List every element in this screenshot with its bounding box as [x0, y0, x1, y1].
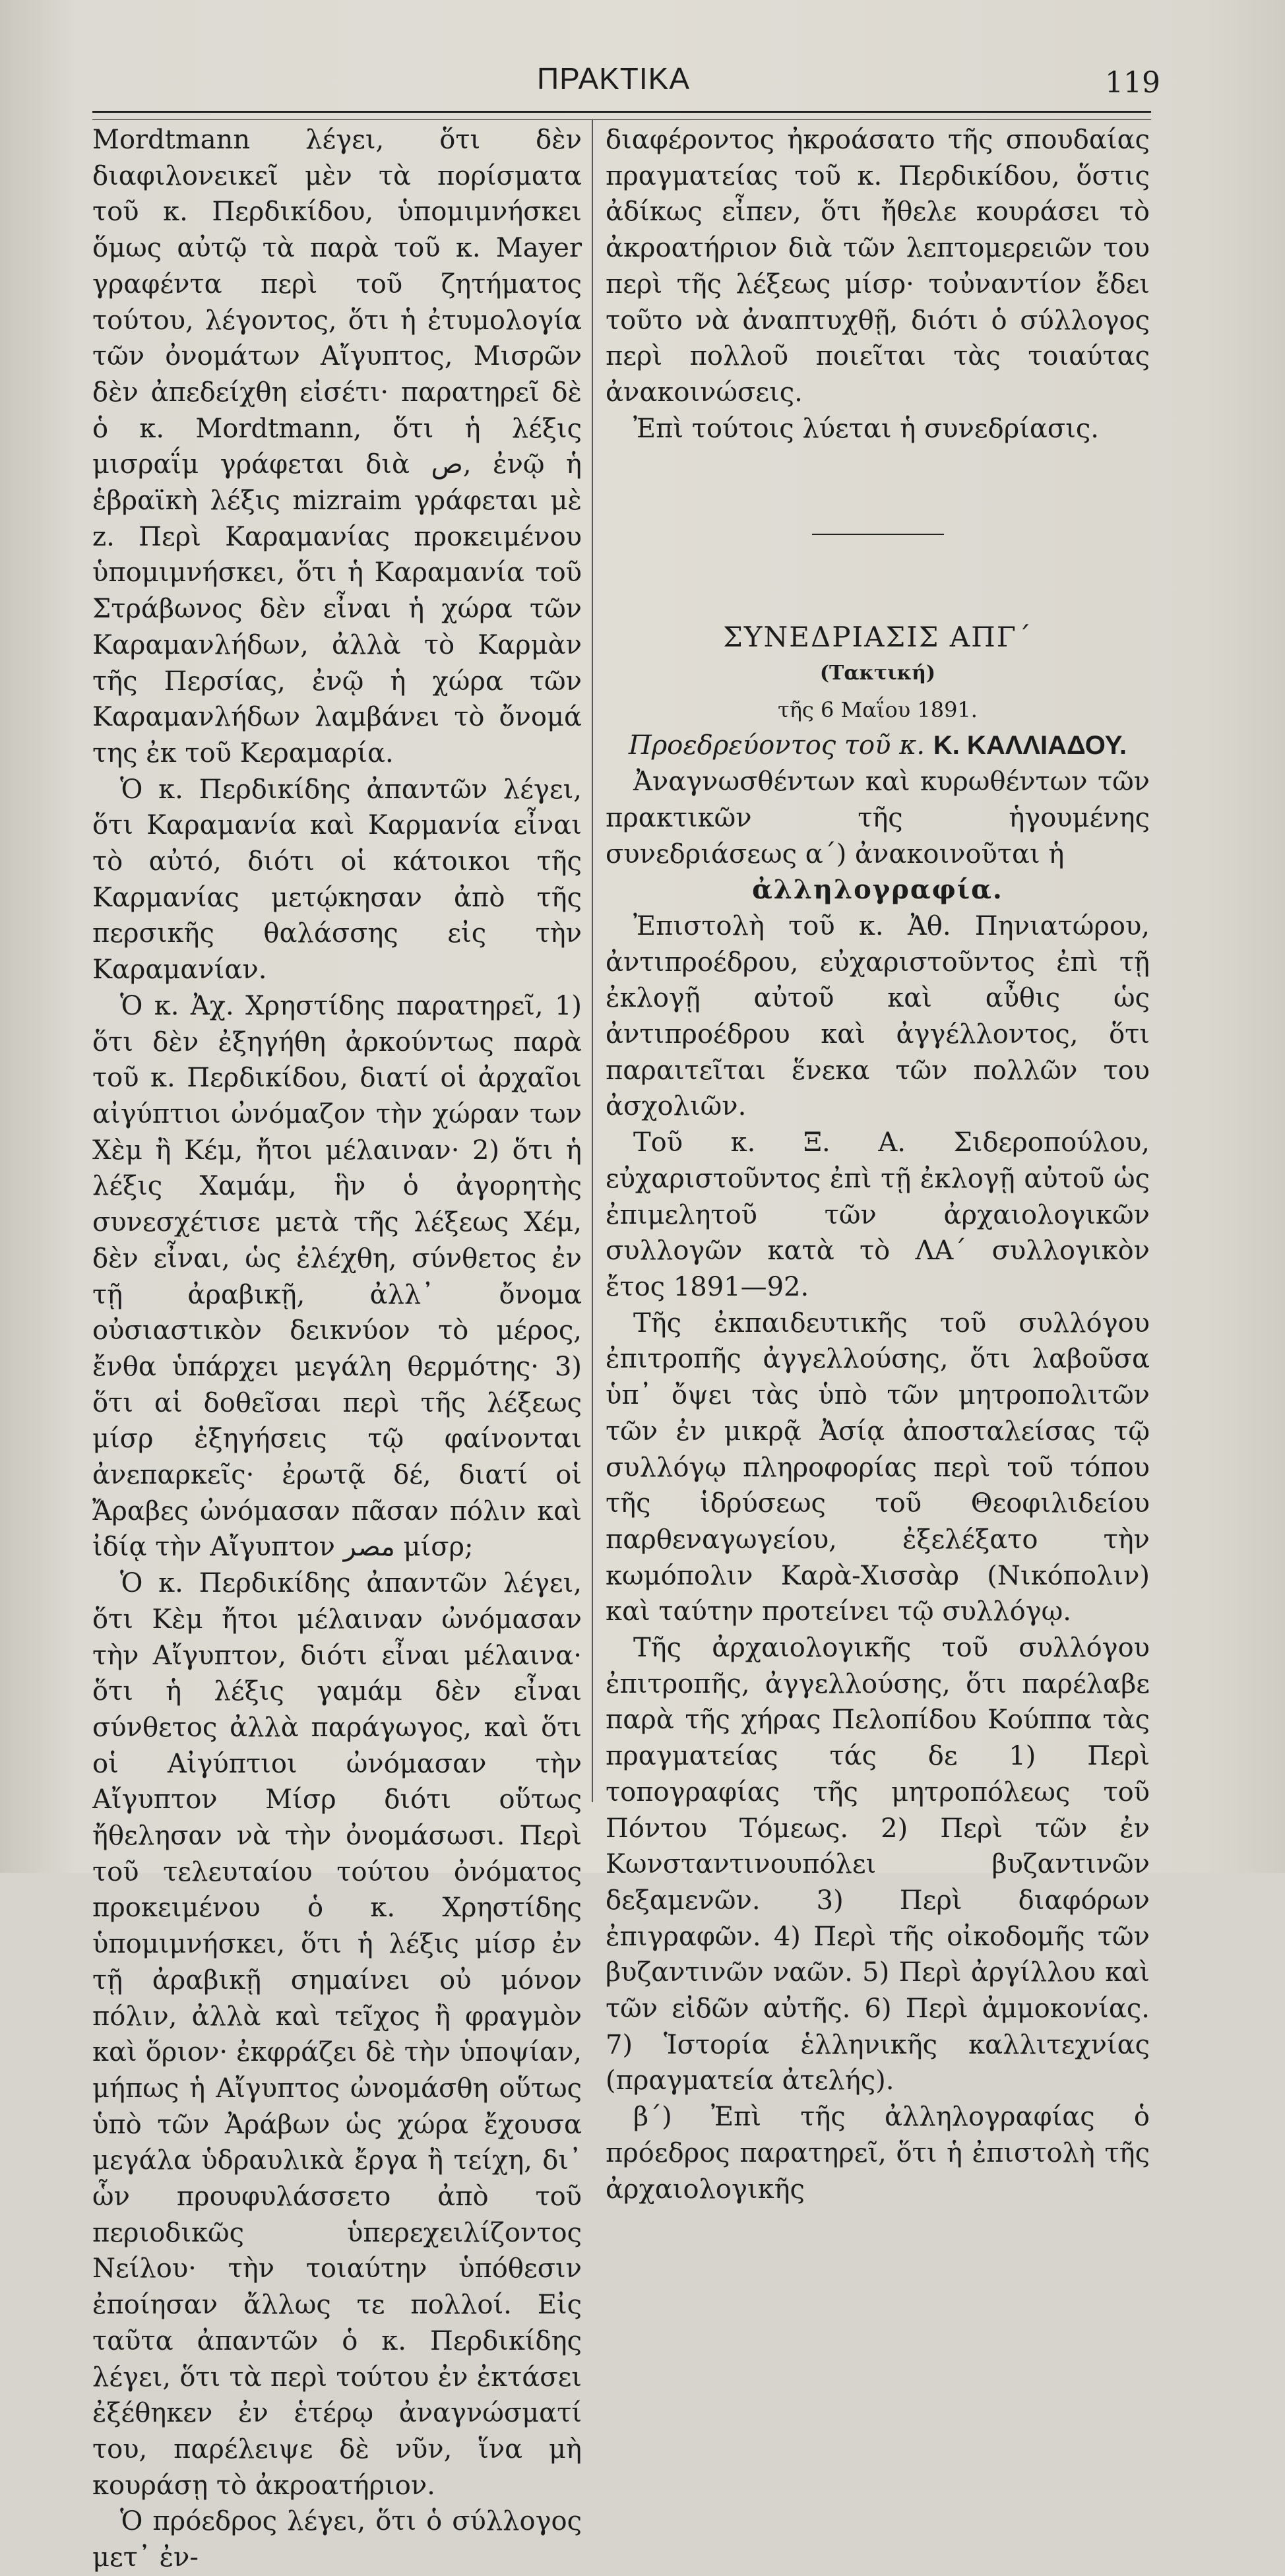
column-divider — [592, 120, 593, 1802]
session-type: (Τακτική) — [819, 662, 936, 685]
paragraph: Ὁ πρόεδρος λέγει, ὅτι ὁ σύλλογος μετ᾽ ἐν- — [92, 2506, 582, 2573]
session-heading: ΣΥΝΕΔΡΙΑΣΙΣ ΑΠΓ΄ — [723, 621, 1032, 654]
paragraph: Ὁ κ. Περδικίδης ἀπαντῶν λέγει, ὅτι Κὲμ ἤτοι μέλαιναν ὠνόμασαν τὴν Αἴγυπτον, διότι εἶναι μέλαινα· ὅτι ἡ λέξις γαμάμ δὲν εἶναι σύνθετος ἀλλὰ παράγωγος, καὶ ὅτι οἱ Αἰγύπτιοι ὠνόμασαν τὴν Αἴγυπτον Μίσρ διότι οὕτως ἤθελησαν νὰ τὴν ὀνομάσωσι. Περὶ τοῦ τελευταίου τούτου ὀνόματος προκειμένου ὁ κ. Χρηστίδης ὑπομιμνήσκει, ὅτι ἡ λέξις μίσρ ἐν τῇ ἀραβικῇ σημαίνει οὐ μόνον πόλιν, ἀλλὰ καὶ τεῖχος ἢ φραγμὸν καὶ ὅριον· ἐκφράζει δὲ τὴν ὑποψίαν, μήπως ἡ Αἴγυπτος ὠνομάσθη οὕτως ὑπὸ τῶν Ἀράβων ὡς χώρα ἔχουσα μεγάλα ὑδραυλικὰ ἔργα ἢ τείχη, δι᾽ ὧν προυφυλάσσετο ἀπὸ τοῦ περιοδικῶς ὑπερεχειλίζοντος Νείλου· τὴν τοιαύτην ὑπόθεσιν ἐποίησαν ἄλλως τε πολλοί. Εἰς ταῦτα ἀπαντῶν ὁ κ. Περδικίδης λέγει, ὅτι τὰ περὶ τούτου ἐν ἐκτάσει ἐξέθηκεν ἐν ἑτέρῳ ἀναγνώσματί του, παρέλειψε δὲ νῦν, ἵνα μὴ κουράσῃ τὸ ἀκροατήριον. — [92, 1568, 582, 2501]
header-rule — [92, 111, 1151, 120]
presiding-prefix: Προεδρεύοντος τοῦ κ. — [628, 730, 925, 761]
paragraph: Τῆς ἐκπαιδευτικῆς τοῦ συλλόγου ἐπιτροπῆς ἀγγελλούσης, ὅτι λαβοῦσα ὑπ᾽ ὄψει τὰς ὑπὸ τῶν μητροπολιτῶν τῶν ἐν μικρᾷ Ἀσίᾳ ἀποσταλείσας τῷ συλλόγῳ πληροφορίας περὶ τοῦ τόπου τῆς ἱδρύσεως τοῦ Θεοφιλιδείου παρθεναγωγείου, ἐξελέξατο τὴν κωμόπολιν Καρὰ-Χισσὰρ (Νικόπολιν) καὶ ταύτην προτείνει τῷ συλλόγῳ. — [606, 1307, 1150, 1627]
paragraph: Ὁ κ. Ἀχ. Χρηστίδης παρατηρεῖ, 1) ὅτι δὲν ἐξηγήθη ἀρκούντως παρὰ τοῦ κ. Περδικίδου, διατί οἱ ἀρχαῖοι αἰγύπτιοι ὠνόμαζον τὴν χώραν των Χὲμ ἢ Κέμ, ἤτοι μέλαιναν· 2) ὅτι ἡ λέξις Χαμάμ, ἣν ὁ ἀγορητὴς συνεσχέτισε μετὰ τῆς λέξεως Χέμ, δὲν εἶναι, ὡς ἐλέχθη, σύνθετος ἐν τῇ ἀραβικῇ, ἀλλ᾽ ὄνομα οὐσιαστικὸν δεικνύον τὸ μέρος, ἔνθα ὑπάρχει μεγάλη θερμότης· 3) ὅτι αἱ δοθεῖσαι περὶ τῆς λέξεως μίσρ ἐξηγήσεις τῷ φαίνονται ἀνεπαρκεῖς· ἐρωτᾷ δέ, διατί οἱ Ἄραβες ὠνόμασαν πᾶσαν πόλιν καὶ ἰδίᾳ τὴν Αἴγυπτον مصر μίσρ; — [92, 990, 582, 1563]
paragraph: Ὁ κ. Περδικίδης ἀπαντῶν λέγει, ὅτι Καραμανία καὶ Καρμανία εἶναι τὸ αὐτό, διότι οἱ κάτοικοι τῆς Καρμανίας μετῴκησαν ἀπὸ τῆς περσικῆς θαλάσσης εἰς τὴν Καραμανίαν. — [92, 774, 582, 986]
continuation-paragraph: διαφέροντος ἠκροάσατο τῆς σπουδαίας πραγματείας τοῦ κ. Περδικίδου, ὅστις ἀδίκως εἶπεν, ὅτι ἤθελε κουράσει τὸ ἀκροατήριον διὰ τῶν λεπτομερειῶν του περὶ τῆς λέξεως μίσρ· τοὐναντίον ἔδει τοῦτο νὰ ἀναπτυχθῇ, διότι ὁ σύλλογος περὶ πολλοῦ ποιεῖται τὰς τοιαύτας ἀνακοινώσεις. — [606, 125, 1150, 408]
paragraph: Ἐπιστολὴ τοῦ κ. Ἀθ. Πηνιατώρου, ἀντιπροέδρου, εὐχαριστοῦντος ἐπὶ τῇ ἐκλογῇ αὐτοῦ καὶ αὖθις ὡς ἀντιπροέδρου καὶ ἀγγέλλοντος, ὅτι παραιτεῖται ἕνεκα τῶν πολλῶν του ἀσχολιῶν. — [606, 910, 1150, 1122]
intro-paragraph: Ἀναγνωσθέντων καὶ κυρωθέντων τῶν πρακτικῶν τῆς ἡγουμένης συνεδριάσεως α΄) ἀνακοινοῦται ἡ — [606, 767, 1150, 869]
closing-line: Ἐπὶ τούτοις λύεται ἡ συνεδρίασις. — [633, 413, 1100, 444]
section-separator — [812, 534, 944, 535]
page-number: 119 — [1105, 66, 1160, 100]
session-date: τῆς 6 Μαΐου 1891. — [778, 697, 978, 722]
running-header: ΠΡΑΚΤΙΚΑ — [536, 61, 691, 96]
paragraph: Τοῦ κ. Ξ. Α. Σιδεροπούλου, εὐχαριστοῦντος ἐπὶ τῇ ἐκλογῇ αὐτοῦ ὡς ἐπιμελητοῦ τῶν ἀρχαιολογικῶν συλλογῶν κατὰ τὸ ΛΑ΄ συλλογικὸν ἔτος 1891—92. — [606, 1127, 1150, 1302]
correspondence-heading: ἀλληλογραφία. — [752, 874, 1003, 906]
paragraph: β΄) Ἐπὶ τῆς ἀλληλογραφίας ὁ πρόεδρος παρατηρεῖ, ὅτι ἡ ἐπιστολὴ τῆς ἀρχαιολογικῆς — [606, 2102, 1150, 2205]
session-presiding — [606, 728, 1150, 764]
paragraph: Τῆς ἀρχαιολογικῆς τοῦ συλλόγου ἐπιτροπῆς, ἀγγελλούσης, ὅτι παρέλαβε παρὰ τῆς χήρας Πελοπίδου Κούππα τὰς πραγματείας τάς δε 1) Περὶ τοπογραφίας τῆς μητροπόλεως τοῦ Πόντου Τόμεως. 2) Περὶ τῶν ἐν Κωνσταντινουπόλει βυζαντινῶν δεξαμενῶν. 3) Περὶ διαφόρων ἐπιγραφῶν. 4) Περὶ τῆς οἰκοδομῆς τῶν βυζαντινῶν ναῶν. 5) Περὶ ἀργίλλου καὶ τῶν εἰδῶν αὐτῆς. 6) Περὶ ἀμμοκονίας. 7) Ἱστορία ἑλληνικῆς καλλιτεχνίας (πραγματεία ἀτελής). — [606, 1633, 1150, 2096]
left-column — [92, 122, 582, 2576]
right-column — [606, 122, 1150, 2207]
presiding-name: Κ. ΚΑΛΛΙΑΔΟΥ. — [933, 731, 1127, 761]
paragraph: Mordtmann λέγει, ὅτι δὲν διαφιλονεικεῖ μὲν τὰ πορίσματα τοῦ κ. Περδικίδου, ὑπομιμνήσκει ὅμως αὐτῷ τὰ παρὰ τοῦ κ. Mayer γραφέντα περὶ τοῦ ζητήματος τούτου, λέγοντος, ὅτι ἡ ἐτυμολογία τῶν ὀνομάτων Αἴγυπτος, Μισρῶν δὲν ἀπεδείχθη εἰσέτι· παρατηρεῖ δὲ ὁ κ. Mordtmann, ὅτι ἡ λέξις μισραΐμ γράφεται διὰ ص, ἐνῷ ἡ ἑβραϊκὴ λέξις mizraim γράφεται μὲ z. Περὶ Καραμανίας προκειμένου ὑπομιμνήσκει, ὅτι ἡ Καραμανία τοῦ Στράβωνος δὲν εἶναι ἡ χώρα τῶν Καραμανλήδων, ἀλλὰ τὸ Καρμὰν τῆς Περσίας, ἐνῷ ἡ χώρα τῶν Καραμανλήδων λαμβάνει τὸ ὄνομά της ἐκ τοῦ Κεραμαρία. — [92, 125, 582, 769]
